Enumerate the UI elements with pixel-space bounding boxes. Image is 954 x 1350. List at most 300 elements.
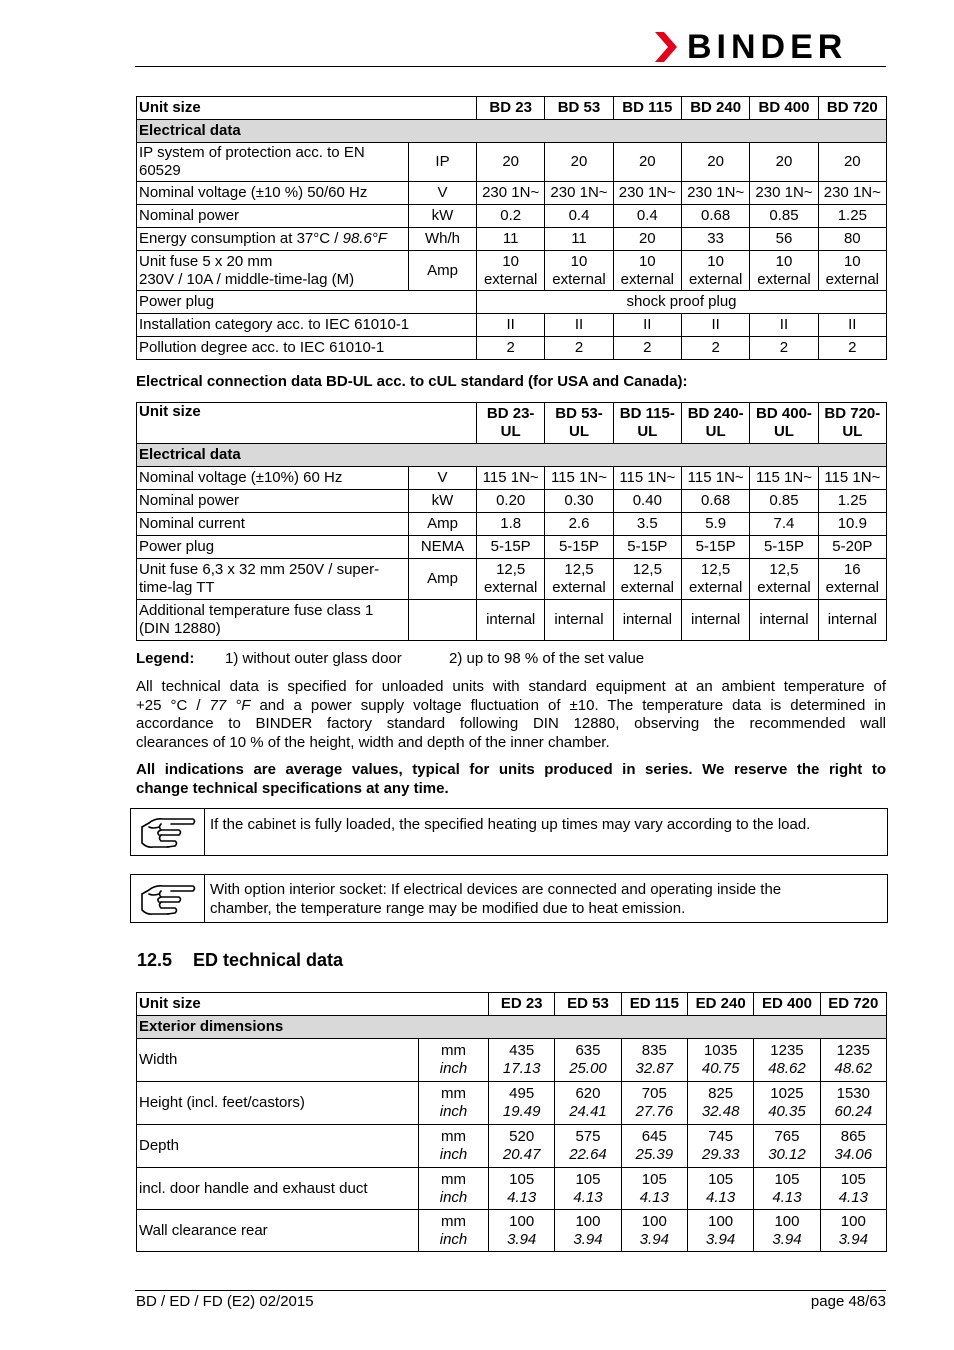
cell: 230 1N~ xyxy=(545,182,613,205)
cell: 80 xyxy=(818,228,886,251)
table-row xyxy=(137,536,887,559)
header-col-line2: UL xyxy=(568,423,589,440)
header-col: BD 240 xyxy=(681,97,749,120)
cell: II xyxy=(613,314,681,337)
cell xyxy=(621,1125,687,1168)
cell xyxy=(555,1210,621,1252)
header-col: ED 53 xyxy=(555,993,621,1016)
row-unit: V xyxy=(409,182,477,205)
cell: 20 xyxy=(545,143,613,182)
row-unit xyxy=(419,1082,489,1125)
cell-inch: 40.75 xyxy=(701,1060,740,1077)
cell-mm: 865 xyxy=(840,1128,866,1145)
cell-inch: 20.47 xyxy=(502,1146,541,1163)
footer-doc-id: BD / ED / FD (E2) 02/2015 xyxy=(136,1293,314,1310)
cell: 115 1N~ xyxy=(681,467,749,490)
unit-mm: mm xyxy=(441,1212,466,1230)
table-row xyxy=(137,205,887,228)
table-row xyxy=(137,1039,887,1082)
cell: 5-15P xyxy=(613,536,681,559)
unit-mm: mm xyxy=(441,1042,466,1059)
section-label: Exterior dimensions xyxy=(137,1016,887,1039)
unit-mm: mm xyxy=(441,1085,466,1102)
cell-value2: external xyxy=(688,270,743,288)
row-unit xyxy=(419,1125,489,1168)
cell-value: 12,5 xyxy=(701,561,731,578)
row-unit: kW xyxy=(409,205,477,228)
cell xyxy=(555,1082,621,1125)
row-label: Nominal voltage (±10 %) 50/60 Hz xyxy=(137,182,409,205)
cell: II xyxy=(681,314,749,337)
cell-mm: 520 xyxy=(509,1128,535,1145)
header-unit-size: Unit size xyxy=(137,403,477,444)
cell-value: 10 xyxy=(843,252,861,270)
table-row xyxy=(137,143,887,182)
row-label: IP system of protection acc. to EN 60529 xyxy=(137,143,409,182)
cell xyxy=(613,559,681,600)
header-col: BD 720 xyxy=(818,97,886,120)
cell-value2: external xyxy=(620,270,674,288)
cell xyxy=(621,1039,687,1082)
cell-inch: 32.87 xyxy=(635,1060,674,1077)
cell-mm: 1235 xyxy=(770,1042,804,1059)
cell: 20 xyxy=(818,143,886,182)
row-label xyxy=(137,600,409,641)
row-label: incl. door handle and exhaust duct xyxy=(137,1168,419,1210)
row-label-line2: time-lag TT xyxy=(139,579,215,596)
row-label: Height (incl. feet/castors) xyxy=(137,1082,419,1125)
cell: 5.9 xyxy=(681,513,749,536)
cell: 115 1N~ xyxy=(477,467,545,490)
note-text: If the cabinet is fully loaded, the specified heating up times may vary according to the load. xyxy=(210,816,811,833)
cell-mm: 620 xyxy=(575,1085,601,1102)
cell xyxy=(750,559,818,600)
cell: 2 xyxy=(681,337,749,360)
note-line: With option interior socket: If electrical devices are connected and operating inside the xyxy=(210,881,782,898)
cell: internal xyxy=(477,600,545,641)
row-unit: kW xyxy=(409,490,477,513)
cell xyxy=(687,1168,753,1210)
row-label: Power plug xyxy=(137,536,409,559)
table-row xyxy=(137,1082,887,1125)
footer-rule xyxy=(135,1290,886,1291)
unit-inch: inch xyxy=(439,1230,468,1248)
row-label-italic: 98.6°F xyxy=(342,230,387,247)
header-unit-size: Unit size xyxy=(137,97,477,120)
unit-inch: inch xyxy=(439,1103,468,1120)
row-unit: Wh/h xyxy=(409,228,477,251)
cell: 230 1N~ xyxy=(477,182,545,205)
cell: 5-15P xyxy=(750,536,818,559)
cell-mm: 1025 xyxy=(770,1085,804,1102)
cell: 5-15P xyxy=(681,536,749,559)
cell: internal xyxy=(818,600,886,641)
cell-value2: external xyxy=(552,579,606,596)
cell: 5-15P xyxy=(545,536,613,559)
header-col-line2: UL xyxy=(637,423,658,440)
cell-mm: 105 xyxy=(708,1170,734,1188)
cell-value: 12,5 xyxy=(769,561,799,578)
table-header-row xyxy=(137,403,887,444)
table-row xyxy=(137,1210,887,1252)
cell: 20 xyxy=(613,143,681,182)
unit-mm: mm xyxy=(441,1170,466,1188)
section-label: Electrical data xyxy=(137,120,887,143)
row-label: Nominal power xyxy=(137,490,409,513)
logo-text: BINDER xyxy=(687,28,848,66)
section-row xyxy=(137,444,887,467)
header-col: ED 115 xyxy=(621,993,687,1016)
cell-inch: 30.12 xyxy=(768,1146,806,1163)
cell-value: 10 xyxy=(570,252,588,270)
table-row xyxy=(137,337,887,360)
cell xyxy=(489,1082,555,1125)
cell-inch: 22.64 xyxy=(569,1146,607,1163)
cell-value: 10 xyxy=(638,252,656,270)
ed-dimensions-table xyxy=(136,992,887,1252)
header-col: ED 720 xyxy=(820,993,886,1016)
cell xyxy=(820,1125,886,1168)
header-unit-size: Unit size xyxy=(137,993,489,1016)
cell-mm: 105 xyxy=(509,1170,535,1188)
cell: 56 xyxy=(750,228,818,251)
header-col-line1: BD 53- xyxy=(555,405,603,422)
header-col-line1: BD 720- xyxy=(824,405,881,422)
cell-mm: 575 xyxy=(575,1128,601,1145)
cell-value2: external xyxy=(757,579,811,596)
unit-inch: inch xyxy=(439,1146,468,1163)
cell: 20 xyxy=(681,143,749,182)
row-label xyxy=(137,228,409,251)
table-row xyxy=(137,251,887,291)
cell-value: 10 xyxy=(707,252,724,270)
cell-inch: 3.94 xyxy=(838,1230,868,1248)
row-unit: NEMA xyxy=(409,536,477,559)
cell xyxy=(555,1168,621,1210)
cell: 1.8 xyxy=(477,513,545,536)
cell: 3.5 xyxy=(613,513,681,536)
cell: 230 1N~ xyxy=(613,182,681,205)
cell-value: 10 xyxy=(502,252,519,270)
row-unit xyxy=(409,600,477,641)
cell-mm: 645 xyxy=(641,1128,667,1145)
cell-mm: 100 xyxy=(509,1212,535,1230)
paragraph-line: All indications are average values, typical for units produced in series. We reserve the right to xyxy=(136,761,886,778)
cell-mm: 100 xyxy=(708,1212,734,1230)
table-row xyxy=(137,1125,887,1168)
cell: 0.68 xyxy=(681,205,749,228)
header-col xyxy=(613,403,681,444)
pointing-hand-icon xyxy=(139,813,197,851)
header-col xyxy=(681,403,749,444)
cell-inch: 32.48 xyxy=(701,1103,740,1120)
cell xyxy=(754,1039,820,1082)
cell-inch: 40.35 xyxy=(768,1103,806,1120)
bd-electrical-table xyxy=(136,96,887,360)
legend xyxy=(136,650,886,669)
row-unit: Amp xyxy=(409,513,477,536)
cell: II xyxy=(750,314,818,337)
cell xyxy=(477,559,545,600)
legend-item-1: 1) without outer glass door xyxy=(225,650,402,667)
row-label: Wall clearance rear xyxy=(137,1210,419,1252)
cell-inch: 4.13 xyxy=(838,1188,868,1206)
cell: 230 1N~ xyxy=(750,182,818,205)
header-col-line2: UL xyxy=(773,423,794,440)
cell-inch: 3.94 xyxy=(772,1230,802,1248)
table-row xyxy=(137,467,887,490)
cell: internal xyxy=(750,600,818,641)
cell-value2: external xyxy=(825,579,879,596)
cell xyxy=(820,1210,886,1252)
header-col-line2: UL xyxy=(842,423,863,440)
header-col xyxy=(818,403,886,444)
header-col xyxy=(750,403,818,444)
row-label-line1: Unit fuse 5 x 20 mm xyxy=(139,252,273,270)
unit-inch: inch xyxy=(439,1060,468,1077)
row-label: Pollution degree acc. to IEC 61010-1 xyxy=(137,337,477,360)
cell: 115 1N~ xyxy=(613,467,681,490)
table-row xyxy=(137,228,887,251)
cell xyxy=(820,1082,886,1125)
header-col: ED 23 xyxy=(489,993,555,1016)
section-row xyxy=(137,120,887,143)
cell-inch: 27.76 xyxy=(635,1103,674,1120)
cell xyxy=(820,1168,886,1210)
table-row xyxy=(137,600,887,641)
row-label: Depth xyxy=(137,1125,419,1168)
cell xyxy=(687,1210,753,1252)
paragraph-text: and a power supply voltage fluctuation of ±10. The temperature data is determined in xyxy=(250,696,887,714)
header-col-line1: BD 240- xyxy=(687,405,744,422)
cell-inch: 19.49 xyxy=(502,1103,541,1120)
cell: II xyxy=(545,314,613,337)
section-row xyxy=(137,1016,887,1039)
header-col-line2: UL xyxy=(500,423,521,440)
cell-inch: 4.13 xyxy=(507,1188,537,1206)
row-unit: V xyxy=(409,467,477,490)
cell: internal xyxy=(613,600,681,641)
cell: 230 1N~ xyxy=(818,182,886,205)
cell: 33 xyxy=(681,228,749,251)
cell-mm: 105 xyxy=(774,1170,800,1188)
cell xyxy=(681,251,749,291)
cell xyxy=(687,1082,753,1125)
cell: internal xyxy=(681,600,749,641)
cell-inch: 17.13 xyxy=(502,1060,541,1077)
cell: 2 xyxy=(818,337,886,360)
cell xyxy=(613,251,681,291)
cell: 1.25 xyxy=(818,205,886,228)
cell: 7.4 xyxy=(750,513,818,536)
cell: 0.85 xyxy=(750,490,818,513)
section-number: 12.5 xyxy=(137,950,173,970)
cell: 10.9 xyxy=(818,513,886,536)
cell xyxy=(754,1210,820,1252)
table-row xyxy=(137,1168,887,1210)
header-col xyxy=(477,403,545,444)
cell-value: 12,5 xyxy=(632,561,662,578)
cell-mm: 745 xyxy=(708,1128,734,1145)
cell-inch: 3.94 xyxy=(639,1230,669,1248)
paragraph-text: +25 °C / xyxy=(136,696,210,714)
cell: 2 xyxy=(477,337,545,360)
cell xyxy=(489,1210,555,1252)
unit-mm: mm xyxy=(441,1128,466,1145)
cell xyxy=(545,251,613,291)
cell: 5-15P xyxy=(477,536,545,559)
cell-mm: 1530 xyxy=(836,1085,870,1102)
cell: 0.4 xyxy=(545,205,613,228)
cell-inch: 25.00 xyxy=(569,1060,607,1077)
cell: 2 xyxy=(750,337,818,360)
cell-value2: external xyxy=(825,270,879,288)
cell-inch: 25.39 xyxy=(635,1146,674,1163)
cell-inch: 24.41 xyxy=(569,1103,607,1120)
legend-label: Legend: xyxy=(136,650,195,667)
header-col-line1: BD 400- xyxy=(756,405,812,422)
cell: 0.85 xyxy=(750,205,818,228)
row-label: Power plug xyxy=(137,291,477,314)
cell-mm: 495 xyxy=(509,1085,535,1102)
cell xyxy=(621,1210,687,1252)
cell: internal xyxy=(545,600,613,641)
cell xyxy=(555,1125,621,1168)
header-rule xyxy=(135,66,886,67)
cell-inch: 3.94 xyxy=(507,1230,537,1248)
row-label: Nominal voltage (±10%) 60 Hz xyxy=(137,467,409,490)
note-icon-cell xyxy=(131,809,205,855)
row-unit xyxy=(419,1210,489,1252)
row-label-line1: Unit fuse 6,3 x 32 mm 250V / super- xyxy=(139,561,380,578)
cell: 20 xyxy=(477,143,545,182)
header-col: BD 400 xyxy=(750,97,818,120)
cell: 11 xyxy=(545,228,613,251)
cell-inch: 4.13 xyxy=(639,1188,669,1206)
row-unit: IP xyxy=(409,143,477,182)
cell xyxy=(687,1039,753,1082)
cell-mm: 1235 xyxy=(836,1042,870,1059)
table-row xyxy=(137,291,887,314)
cell-value: 12,5 xyxy=(496,561,526,578)
cell xyxy=(818,559,886,600)
cell-value2: external xyxy=(483,579,538,596)
header-col-line1: BD 23- xyxy=(486,405,535,422)
cell: 11 xyxy=(477,228,545,251)
cell xyxy=(754,1168,820,1210)
ul-heading: Electrical connection data BD-UL acc. to cUL standard (for USA and Canada): xyxy=(136,373,688,390)
header-col: ED 400 xyxy=(754,993,820,1016)
cell xyxy=(555,1039,621,1082)
row-label-line2: (DIN 12880) xyxy=(139,620,221,637)
note-box xyxy=(130,808,888,856)
header-col: BD 23 xyxy=(477,97,545,120)
cell: 0.68 xyxy=(681,490,749,513)
cell-value2: external xyxy=(552,270,606,288)
cell xyxy=(477,251,545,291)
cell xyxy=(489,1125,555,1168)
cell: 0.40 xyxy=(613,490,681,513)
row-label-text: Energy consumption at 37°C / xyxy=(139,230,343,247)
cell: 2.6 xyxy=(545,513,613,536)
table-row xyxy=(137,182,887,205)
pointing-hand-icon xyxy=(139,880,197,918)
cell-value2: external xyxy=(483,270,538,288)
cell xyxy=(621,1082,687,1125)
table-row xyxy=(137,314,887,337)
header-col: BD 53 xyxy=(545,97,613,120)
row-label xyxy=(137,251,409,291)
table-row xyxy=(137,490,887,513)
table-row xyxy=(137,559,887,600)
cell-value2: external xyxy=(620,579,674,596)
header-col-line2: UL xyxy=(705,423,726,440)
cell-mm: 100 xyxy=(840,1212,866,1230)
note-line: chamber, the temperature range may be modified due to heat emission. xyxy=(210,900,686,917)
cell-value: 16 xyxy=(843,561,861,578)
paragraph-line xyxy=(136,697,886,716)
row-label: Nominal power xyxy=(137,205,409,228)
header-col-line1: BD 115- xyxy=(619,405,675,422)
cell: 230 1N~ xyxy=(681,182,749,205)
row-label: Installation category acc. to IEC 61010-1 xyxy=(137,314,477,337)
cell-inch: 60.24 xyxy=(834,1103,873,1120)
cell xyxy=(681,559,749,600)
row-label: Width xyxy=(137,1039,419,1082)
cell-mm: 835 xyxy=(641,1042,667,1059)
cell xyxy=(489,1039,555,1082)
section-heading xyxy=(137,950,343,971)
cell-mm: 100 xyxy=(774,1212,800,1230)
note-icon-cell xyxy=(131,875,205,922)
cell-mm: 825 xyxy=(708,1085,734,1102)
cell xyxy=(621,1168,687,1210)
paragraph-line: All technical data is specified for unloaded units with standard equipment at an ambient temperature of xyxy=(136,678,886,695)
cell-inch: 4.13 xyxy=(573,1188,603,1206)
row-unit: Amp xyxy=(409,559,477,600)
cell xyxy=(754,1125,820,1168)
cell: 115 1N~ xyxy=(750,467,818,490)
cell: 5-20P xyxy=(818,536,886,559)
cell: 1.25 xyxy=(818,490,886,513)
technical-data-paragraph xyxy=(136,678,886,752)
cell-mm: 100 xyxy=(641,1212,667,1230)
row-label-line1: Additional temperature fuse class 1 xyxy=(139,602,374,619)
cell xyxy=(750,251,818,291)
cell-inch: 3.94 xyxy=(573,1230,603,1248)
cell-value: 12,5 xyxy=(564,561,594,578)
binder-chevron-icon xyxy=(655,32,677,62)
cell-inch: 3.94 xyxy=(706,1230,736,1248)
row-unit: Amp xyxy=(409,251,477,291)
header-col xyxy=(545,403,613,444)
cell-inch: 34.06 xyxy=(834,1146,873,1163)
cell xyxy=(754,1082,820,1125)
bd-ul-electrical-table xyxy=(136,402,887,641)
cell: 2 xyxy=(613,337,681,360)
cell: 0.4 xyxy=(613,205,681,228)
paragraph-italic: 77 °F xyxy=(209,696,251,714)
cell: 115 1N~ xyxy=(545,467,613,490)
note-box xyxy=(130,874,888,923)
table-row xyxy=(137,513,887,536)
paragraph-line: change technical specifications at any time. xyxy=(136,779,449,797)
binder-logo xyxy=(655,30,847,64)
disclaimer-paragraph xyxy=(136,761,886,798)
cell-inch: 4.13 xyxy=(772,1188,802,1206)
cell: II xyxy=(818,314,886,337)
cell-value2: external xyxy=(757,270,811,288)
